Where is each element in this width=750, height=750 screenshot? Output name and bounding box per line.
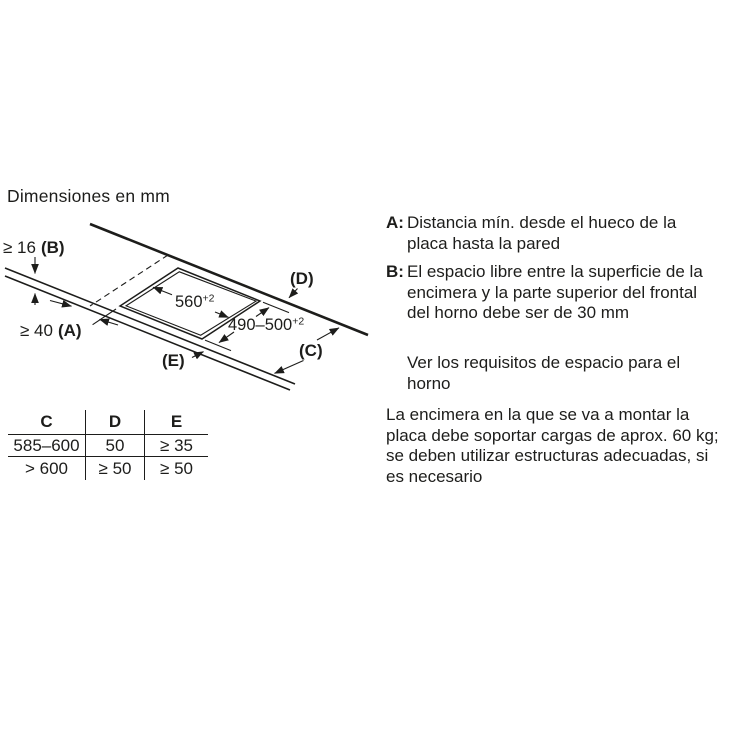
note-load-line: se deben utilizar estructuras adecuadas, si [386, 446, 709, 465]
ref-c-arrow-lower [275, 361, 304, 374]
installation-dimension-diagram [0, 215, 380, 397]
note-a-line: Distancia mín. desde el hueco de la [407, 213, 677, 232]
note-load-capacity [386, 405, 746, 487]
page-title: Dimensiones en mm [7, 186, 170, 206]
note-a-label: A: [386, 213, 404, 232]
ref-d-arrow [289, 289, 298, 298]
note-oven-text [407, 353, 680, 394]
table-cell-e-row1: ≥ 35 [145, 434, 208, 457]
note-oven-space [407, 353, 741, 394]
dimensions-table [8, 410, 208, 480]
table-cell-d-row2: ≥ 50 [86, 457, 145, 480]
cutout-width-arrow-right [215, 312, 229, 317]
ref-d-label: (D) [290, 269, 314, 288]
table-cell-e-row2: ≥ 50 [160, 458, 193, 478]
note-b-line: encimera y la parte superior del frontal [407, 282, 698, 302]
cutout-width-dim-label: $560^{+2}$ [175, 292, 215, 311]
table-header-d: D [86, 410, 145, 434]
note-load-line: La encimera en la que se va a montar la [386, 405, 690, 424]
table-header-c: C [8, 410, 86, 434]
cutout-depth-dim-label: $490-500^{+2}$ [228, 315, 305, 334]
note-b-line: El espacio libre entre la superficie de la [407, 262, 703, 281]
dim-b-label: ≥ 16 (B) [3, 238, 65, 257]
dim-a-label: ≥ 40 (A) [20, 321, 82, 340]
note-b-text [407, 262, 703, 324]
note-oven-line: horno [407, 373, 451, 393]
note-a-line: placa hasta la pared [407, 233, 561, 253]
note-load-line: placa debe soportar cargas de aprox. 60 kg; [386, 425, 719, 445]
note-b-line: del horno debe ser de 30 mm [407, 303, 630, 322]
ref-e-label: (E) [162, 351, 185, 370]
table-cell-c-row2: > 600 [8, 457, 86, 480]
table-cell-d-row1: 50 [86, 434, 145, 457]
note-a [386, 213, 741, 254]
note-b-label: B: [386, 262, 404, 281]
table-cell-c-row1: 585–600 [8, 434, 86, 457]
note-b [386, 262, 741, 324]
note-oven-line: Ver los requisitos de espacio para el [407, 353, 681, 372]
note-a-text [407, 213, 676, 254]
note-load-line: es necesario [386, 466, 483, 486]
ref-c-label: (C) [299, 341, 323, 360]
cutout-width-arrow-left [153, 287, 172, 295]
depth-extension-line-right [263, 302, 289, 312]
table-header-e: E [170, 412, 183, 431]
note-load-text [386, 405, 719, 487]
wall-reference-dashed-line [90, 255, 168, 306]
ref-c-arrow-upper [317, 328, 339, 340]
dim-a-extension-line [93, 309, 116, 325]
